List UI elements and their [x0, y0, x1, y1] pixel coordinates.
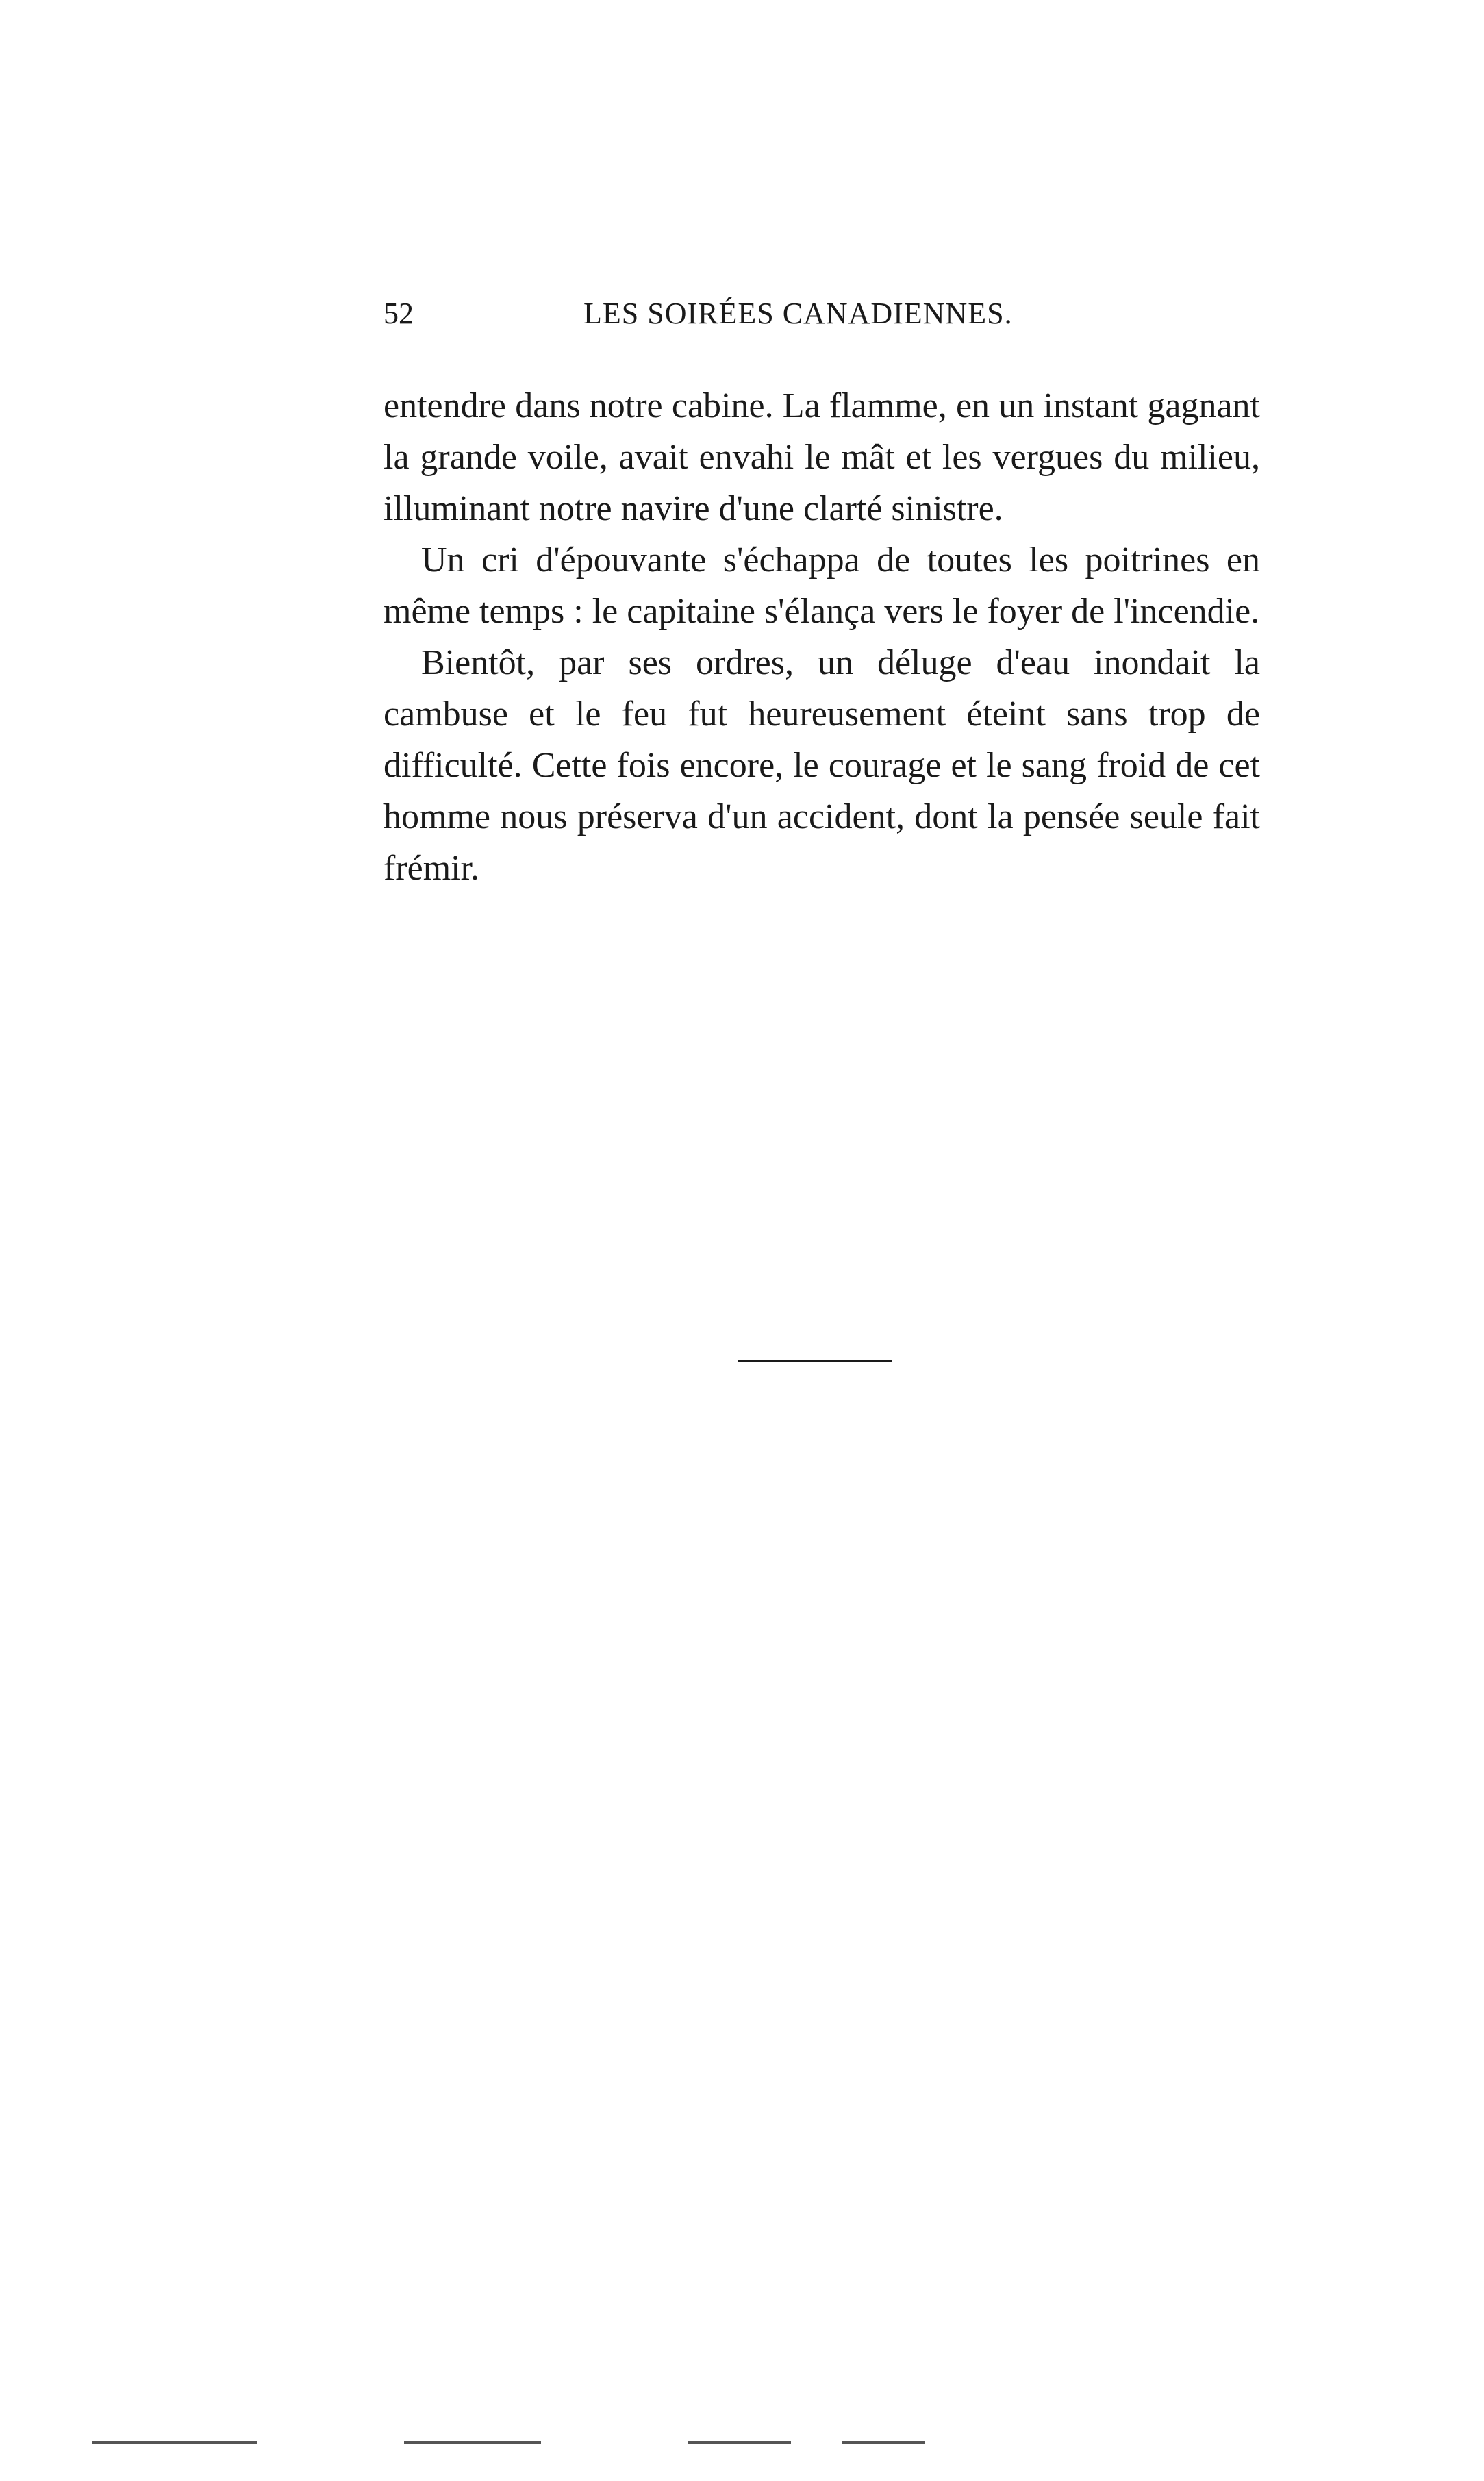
paragraph: Bientôt, par ses ordres, un déluge d'eau inondait la cambuse et le feu fut heureusement éteint sans trop de difficulté. Cette fois encore, le courage et le sang froid de cet homme nous préserva d'un accident, dont la pensée seule fait frémir. [383, 643, 1260, 888]
scan-edge-mark [92, 2441, 257, 2444]
running-title: LES SOIRÉES CANADIENNES. [583, 297, 1013, 330]
scan-edge-mark [404, 2441, 541, 2444]
body-text [383, 380, 1260, 894]
paragraph-continued: entendre dans notre cabine. La flamme, en un instant gagnant la grande voile, avait envahi le mât et les vergues du milieu, illuminant notre navire d'une clarté sinistre. [383, 386, 1260, 528]
scan-edge-mark [842, 2441, 925, 2444]
running-head [383, 293, 1260, 334]
paragraph: Un cri d'épouvante s'échappa de toutes les poitrines en même temps : le capitaine s'élança vers le foyer de l'incendie. [383, 540, 1260, 631]
page-number: 52 [383, 297, 414, 330]
section-end-rule [738, 1360, 892, 1362]
scan-edge-mark [688, 2441, 791, 2444]
